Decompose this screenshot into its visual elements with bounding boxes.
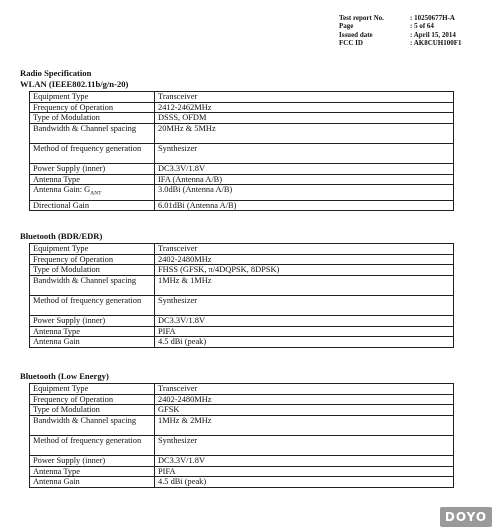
spec-value: PIFA [155, 326, 454, 337]
table-row [30, 435, 454, 455]
spec-value: DC3.3V/1.8V [155, 164, 454, 175]
table-row [30, 405, 454, 416]
table-row [30, 123, 454, 143]
spec-key: Antenna Gain [30, 477, 155, 488]
spec-key: Antenna Type [30, 174, 155, 185]
table-row [30, 316, 454, 327]
table-row [30, 466, 454, 477]
spec-key: Method of frequency generation [30, 143, 155, 163]
table-row [30, 113, 454, 124]
spec-key: Antenna Gain [30, 337, 155, 348]
header-label: FCC ID [339, 38, 363, 47]
spec-key-antenna-gain [30, 185, 155, 200]
spec-value: Synthesizer [155, 435, 454, 455]
table-row [30, 174, 454, 185]
spec-value: 4.5 dBi (peak) [155, 477, 454, 488]
spec-value: Transceiver [155, 92, 454, 103]
spec-value: 4.5 dBi (peak) [155, 337, 454, 348]
header-value: : April 15, 2014 [410, 30, 456, 39]
spec-key: Antenna Type [30, 326, 155, 337]
spec-value: 2402-2480MHz [155, 254, 454, 265]
spec-key: Power Supply (inner) [30, 164, 155, 175]
table-row [30, 92, 454, 103]
spec-value: PIFA [155, 466, 454, 477]
spec-key: Bandwidth & Channel spacing [30, 415, 155, 435]
spec-key: Equipment Type [30, 244, 155, 255]
spec-key: Type of Modulation [30, 113, 155, 124]
table-row [30, 185, 454, 200]
spec-value: Transceiver [155, 244, 454, 255]
table-row [30, 200, 454, 211]
wlan-spec-table [29, 91, 454, 211]
table-row [30, 337, 454, 348]
bt-bdr-section-title: Bluetooth (BDR/EDR) [20, 231, 103, 241]
spec-key: Antenna Type [30, 466, 155, 477]
spec-key: Frequency of Operation [30, 102, 155, 113]
header-row-page [339, 22, 462, 30]
header-row-issued-date [339, 31, 462, 39]
report-header [339, 14, 462, 47]
spec-value: DSSS, OFDM [155, 113, 454, 124]
doyo-watermark-logo: DOYO [440, 507, 492, 527]
spec-key: Bandwidth & Channel spacing [30, 275, 155, 295]
table-row [30, 394, 454, 405]
header-label: Test report No. [339, 14, 384, 22]
spec-key: Power Supply (inner) [30, 316, 155, 327]
spec-value: IFA (Antenna A/B) [155, 174, 454, 185]
spec-key: Directional Gain [30, 200, 155, 211]
spec-value: Synthesizer [155, 295, 454, 315]
spec-key: Frequency of Operation [30, 254, 155, 265]
header-value: : 10250677H-A [410, 14, 455, 22]
header-label: Page [339, 22, 354, 31]
spec-value: Synthesizer [155, 143, 454, 163]
table-row [30, 456, 454, 467]
spec-key: Method of frequency generation [30, 435, 155, 455]
spec-value: 6.01dBi (Antenna A/B) [155, 200, 454, 211]
header-value: : 5 of 64 [410, 22, 434, 31]
table-row [30, 254, 454, 265]
header-value: : AK8CUH100F1 [410, 38, 462, 47]
spec-key: Type of Modulation [30, 405, 155, 416]
table-row [30, 384, 454, 395]
spec-key: Frequency of Operation [30, 394, 155, 405]
spec-value: 2412-2462MHz [155, 102, 454, 113]
spec-value: 20MHz & 5MHz [155, 123, 454, 143]
radio-spec-title: Radio Specification [20, 68, 92, 78]
bt-le-section-title: Bluetooth (Low Energy) [20, 371, 109, 381]
spec-value: Transceiver [155, 384, 454, 395]
table-row [30, 164, 454, 175]
spec-value: 3.0dBi (Antenna A/B) [155, 185, 454, 200]
table-row [30, 244, 454, 255]
spec-value: 2402-2480MHz [155, 394, 454, 405]
spec-key-subscript: ANT [90, 191, 102, 198]
spec-value: DC3.3V/1.8V [155, 456, 454, 467]
spec-key: Equipment Type [30, 384, 155, 395]
spec-value: DC3.3V/1.8V [155, 316, 454, 327]
header-row-report-no [339, 14, 462, 22]
table-row [30, 477, 454, 488]
table-row [30, 102, 454, 113]
table-row [30, 265, 454, 276]
spec-key: Method of frequency generation [30, 295, 155, 315]
bt-bdr-spec-table [29, 243, 454, 348]
table-row [30, 275, 454, 295]
table-row [30, 415, 454, 435]
wlan-section-title: WLAN (IEEE802.11b/g/n-20) [20, 79, 129, 89]
header-row-fcc-id [339, 39, 462, 47]
spec-key: Power Supply (inner) [30, 456, 155, 467]
spec-value: GFSK [155, 405, 454, 416]
header-label: Issued date [339, 30, 373, 39]
spec-key-main: Antenna Gain: G [33, 185, 91, 195]
spec-value: FHSS (GFSK, π/4DQPSK, 8DPSK) [155, 265, 454, 276]
table-row [30, 326, 454, 337]
bt-le-spec-table [29, 383, 454, 488]
table-row [30, 143, 454, 163]
spec-key: Equipment Type [30, 92, 155, 103]
spec-value: 1MHz & 1MHz [155, 275, 454, 295]
table-row [30, 295, 454, 315]
spec-key: Type of Modulation [30, 265, 155, 276]
spec-key: Bandwidth & Channel spacing [30, 123, 155, 143]
spec-value: 1MHz & 2MHz [155, 415, 454, 435]
